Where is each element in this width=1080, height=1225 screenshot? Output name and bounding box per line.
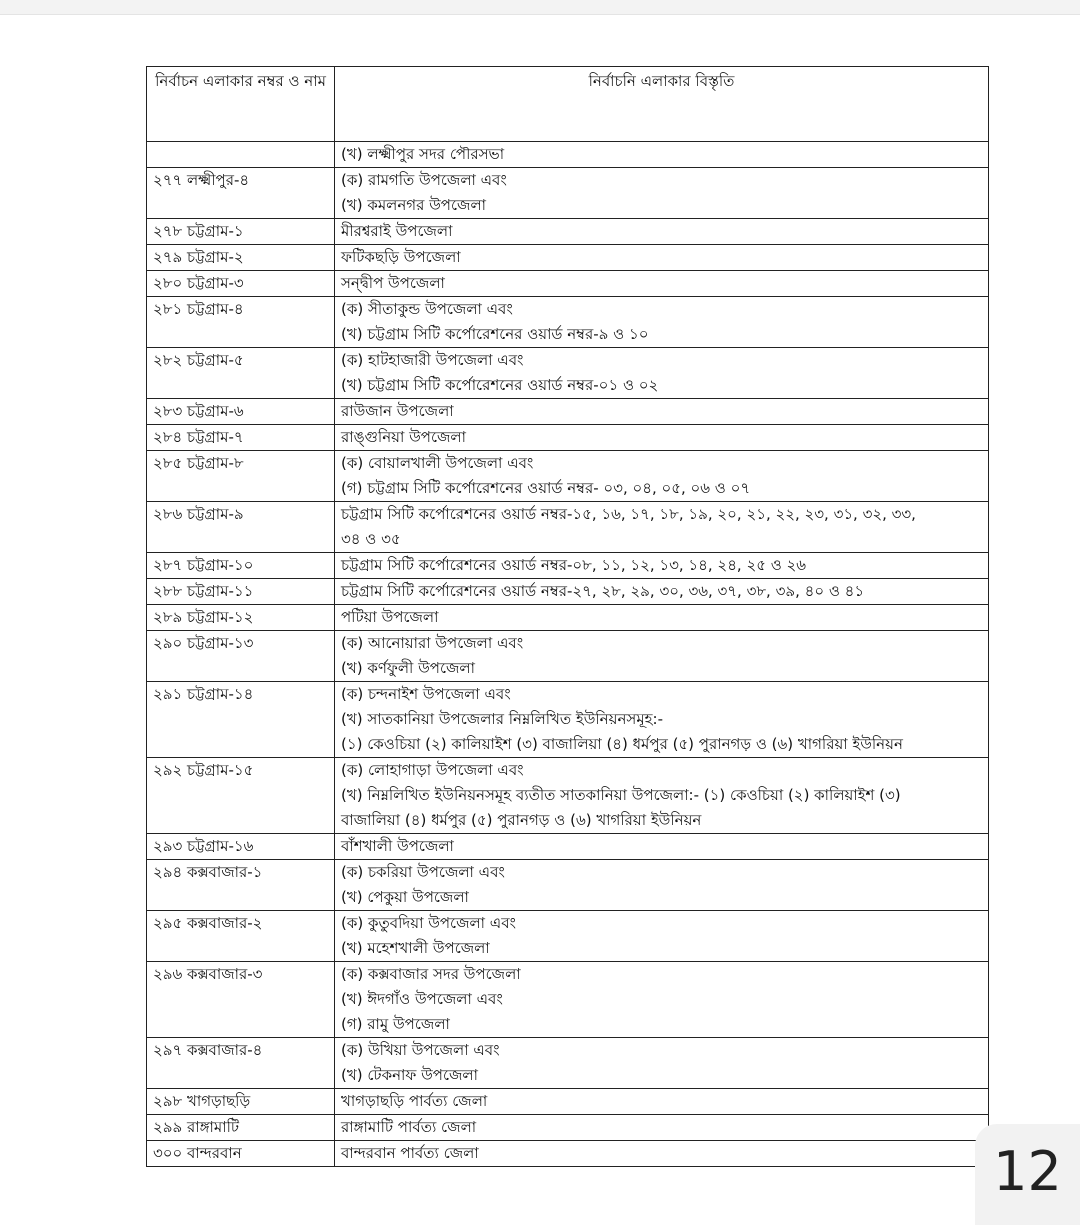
- constituency-extent-cell: [335, 502, 989, 553]
- constituency-extent-cell: [335, 245, 989, 271]
- extent-line: (১) কেওচিয়া (২) কালিয়াইশ (৩) বাজালিয়া (৪) ধর্মপুর (৫) পুরানগড় ও (৬) খাগরিয়া ইউনিয়ন: [341, 735, 903, 753]
- extent-line: (ক) সীতাকুন্ড উপজেলা এবং: [341, 300, 513, 318]
- extent-line: রাঙ্গামাটি পার্বত্য জেলা: [341, 1118, 477, 1136]
- constituency-name-cell: ২৮৫ চট্টগ্রাম-৮: [147, 451, 335, 502]
- constituency-extent-cell: [335, 579, 989, 605]
- constituency-name-cell: ২৯২ চট্টগ্রাম-১৫: [147, 758, 335, 834]
- constituency-extent-cell: [335, 605, 989, 631]
- extent-line: (ক) আনোয়ারা উপজেলা এবং: [341, 634, 524, 652]
- constituency-name-cell: ২৯৯ রাঙ্গামাটি: [147, 1115, 335, 1141]
- table-row: [147, 502, 989, 553]
- constituency-name-cell: ২৯৬ কক্সবাজার-৩: [147, 962, 335, 1038]
- constituency-extent-cell: [335, 168, 989, 219]
- table-row: [147, 860, 989, 911]
- extent-line: (ক) হাটহাজারী উপজেলা এবং: [341, 351, 524, 369]
- extent-line: পটিয়া উপজেলা: [341, 608, 439, 626]
- extent-line: বাজালিয়া (৪) ধর্মপুর (৫) পুরানগড় ও (৬) খাগরিয়া ইউনিয়ন: [341, 811, 702, 829]
- constituency-extent-cell: [335, 834, 989, 860]
- extent-line: (গ) চট্টগ্রাম সিটি কর্পোরেশনের ওয়ার্ড নম্বর- ০৩, ০৪, ০৫, ০৬ ও ০৭: [341, 479, 751, 497]
- constituency-extent-cell: [335, 271, 989, 297]
- constituency-name-cell: ২৯১ চট্টগ্রাম-১৪: [147, 682, 335, 758]
- table-row: [147, 219, 989, 245]
- extent-line: (ক) চন্দনাইশ উপজেলা এবং: [341, 685, 511, 703]
- constituency-extent-cell: [335, 399, 989, 425]
- header-constituency-extent: নির্বাচনি এলাকার বিস্তৃতি: [335, 67, 989, 142]
- constituency-extent-cell: [335, 631, 989, 682]
- constituency-name-cell: ২৯৮ খাগড়াছড়ি: [147, 1089, 335, 1115]
- constituency-extent-cell: [335, 142, 989, 168]
- constituency-name-cell: ২৮৮ চট্টগ্রাম-১১: [147, 579, 335, 605]
- extent-line: (খ) কমলনগর উপজেলা: [341, 196, 486, 214]
- extent-line: (খ) ঈদগাঁও উপজেলা এবং: [341, 990, 503, 1008]
- table-row: [147, 425, 989, 451]
- extent-line: (ক) বোয়ালখালী উপজেলা এবং: [341, 454, 534, 472]
- extent-line: বাঁশখালী উপজেলা: [341, 837, 454, 855]
- table-row: [147, 1089, 989, 1115]
- table-row: [147, 297, 989, 348]
- constituency-name-cell: ২৮৪ চট্টগ্রাম-৭: [147, 425, 335, 451]
- extent-line: চট্টগ্রাম সিটি কর্পোরেশনের ওয়ার্ড নম্বর-২৭, ২৮, ২৯, ৩০, ৩৬, ৩৭, ৩৮, ৩৯, ৪০ ও ৪১: [341, 582, 865, 600]
- constituency-name-cell: ২৮১ চট্টগ্রাম-৪: [147, 297, 335, 348]
- constituency-name-cell: ২৮২ চট্টগ্রাম-৫: [147, 348, 335, 399]
- table-row: [147, 451, 989, 502]
- constituency-extent-cell: [335, 219, 989, 245]
- constituency-name-cell: ২৮৬ চট্টগ্রাম-৯: [147, 502, 335, 553]
- extent-line: (ক) লোহাগাড়া উপজেলা এবং: [341, 761, 524, 779]
- extent-line: ফটিকছড়ি উপজেলা: [341, 248, 461, 266]
- table-row: [147, 1038, 989, 1089]
- constituency-extent-cell: [335, 911, 989, 962]
- extent-line: বান্দরবান পার্বত্য জেলা: [341, 1144, 479, 1162]
- constituency-name-cell: ২৯৩ চট্টগ্রাম-১৬: [147, 834, 335, 860]
- constituency-extent-cell: [335, 1141, 989, 1167]
- constituency-name-cell: ২৮৭ চট্টগ্রাম-১০: [147, 553, 335, 579]
- extent-line: (ক) উখিয়া উপজেলা এবং: [341, 1041, 500, 1059]
- table-row: [147, 605, 989, 631]
- constituency-extent-cell: [335, 297, 989, 348]
- extent-line: মীরশ্বরাই উপজেলা: [341, 222, 453, 240]
- constituency-name-cell: [147, 142, 335, 168]
- constituency-name-cell: ২৮৯ চট্টগ্রাম-১২: [147, 605, 335, 631]
- constituency-name-cell: ২৮৩ চট্টগ্রাম-৬: [147, 399, 335, 425]
- constituency-extent-cell: [335, 348, 989, 399]
- constituency-name-cell: ২৭৮ চট্টগ্রাম-১: [147, 219, 335, 245]
- extent-line: চট্টগ্রাম সিটি কর্পোরেশনের ওয়ার্ড নম্বর-১৫, ১৬, ১৭, ১৮, ১৯, ২০, ২১, ২২, ২৩, ৩১, ৩২, ৩৩,: [341, 505, 916, 523]
- header-constituency-name: নির্বাচন এলাকার নম্বর ও নাম: [147, 67, 335, 142]
- table-header-row: [147, 67, 989, 142]
- extent-line: ৩৪ ও ৩৫: [341, 530, 401, 548]
- extent-line: (খ) পেকুয়া উপজেলা: [341, 888, 469, 906]
- extent-line: রাউজান উপজেলা: [341, 402, 454, 420]
- table-row: [147, 348, 989, 399]
- extent-line: খাগড়াছড়ি পার্বত্য জেলা: [341, 1092, 488, 1110]
- extent-line: (খ) টেকনাফ উপজেলা: [341, 1066, 478, 1084]
- extent-line: (খ) চট্টগ্রাম সিটি কর্পোরেশনের ওয়ার্ড নম্বর-৯ ও ১০: [341, 325, 649, 343]
- extent-line: (খ) চট্টগ্রাম সিটি কর্পোরেশনের ওয়ার্ড নম্বর-০১ ও ০২: [341, 376, 659, 394]
- extent-line: (ক) রামগতি উপজেলা এবং: [341, 171, 507, 189]
- extent-line: (ক) কুতুবদিয়া উপজেলা এবং: [341, 914, 517, 932]
- constituency-extent-cell: [335, 1115, 989, 1141]
- page-number-badge: 12: [975, 1124, 1080, 1225]
- constituency-extent-cell: [335, 682, 989, 758]
- table-row: [147, 399, 989, 425]
- table-row: [147, 1115, 989, 1141]
- constituency-table: [146, 66, 989, 1167]
- table-row: [147, 168, 989, 219]
- top-toolbar-strip: [0, 0, 1080, 15]
- table-row: [147, 142, 989, 168]
- table-row: [147, 911, 989, 962]
- constituency-extent-cell: [335, 451, 989, 502]
- constituency-extent-cell: [335, 425, 989, 451]
- constituency-extent-cell: [335, 758, 989, 834]
- constituency-extent-cell: [335, 860, 989, 911]
- table-row: [147, 1141, 989, 1167]
- extent-line: (ক) চকরিয়া উপজেলা এবং: [341, 863, 505, 881]
- constituency-name-cell: ২৯৭ কক্সবাজার-৪: [147, 1038, 335, 1089]
- extent-line: রাঙ্গুনিয়া উপজেলা: [341, 428, 466, 446]
- extent-line: (খ) নিম্নলিখিত ইউনিয়নসমূহ ব্যতীত সাতকানিয়া উপজেলা:- (১) কেওচিয়া (২) কালিয়াইশ (৩): [341, 786, 901, 804]
- constituency-name-cell: ২৯৫ কক্সবাজার-২: [147, 911, 335, 962]
- table-row: [147, 631, 989, 682]
- table-body: [147, 142, 989, 1167]
- table-row: [147, 758, 989, 834]
- extent-line: (গ) রামু উপজেলা: [341, 1015, 450, 1033]
- table-row: [147, 271, 989, 297]
- constituency-extent-cell: [335, 1038, 989, 1089]
- constituency-name-cell: ২৯০ চট্টগ্রাম-১৩: [147, 631, 335, 682]
- extent-line: (খ) কর্ণফুলী উপজেলা: [341, 659, 475, 677]
- constituency-name-cell: ২৭৯ চট্টগ্রাম-২: [147, 245, 335, 271]
- constituency-extent-cell: [335, 553, 989, 579]
- table-row: [147, 682, 989, 758]
- extent-line: (খ) মহেশখালী উপজেলা: [341, 939, 490, 957]
- table-row: [147, 245, 989, 271]
- table-row: [147, 579, 989, 605]
- extent-line: সন্দ্বীপ উপজেলা: [341, 274, 445, 292]
- constituency-name-cell: ২৮০ চট্টগ্রাম-৩: [147, 271, 335, 297]
- table-row: [147, 553, 989, 579]
- extent-line: চট্টগ্রাম সিটি কর্পোরেশনের ওয়ার্ড নম্বর-০৮, ১১, ১২, ১৩, ১৪, ২৪, ২৫ ও ২৬: [341, 556, 807, 574]
- table-row: [147, 962, 989, 1038]
- extent-line: (খ) লক্ষ্মীপুর সদর পৌরসভা: [341, 145, 505, 163]
- constituency-name-cell: ৩০০ বান্দরবান: [147, 1141, 335, 1167]
- table-row: [147, 834, 989, 860]
- constituency-name-cell: ২৯৪ কক্সবাজার-১: [147, 860, 335, 911]
- constituency-extent-cell: [335, 962, 989, 1038]
- extent-line: (খ) সাতকানিয়া উপজেলার নিম্নলিখিত ইউনিয়নসমূহ:-: [341, 710, 664, 728]
- constituency-name-cell: ২৭৭ লক্ষ্মীপুর-৪: [147, 168, 335, 219]
- extent-line: (ক) কক্সবাজার সদর উপজেলা: [341, 965, 521, 983]
- constituency-extent-cell: [335, 1089, 989, 1115]
